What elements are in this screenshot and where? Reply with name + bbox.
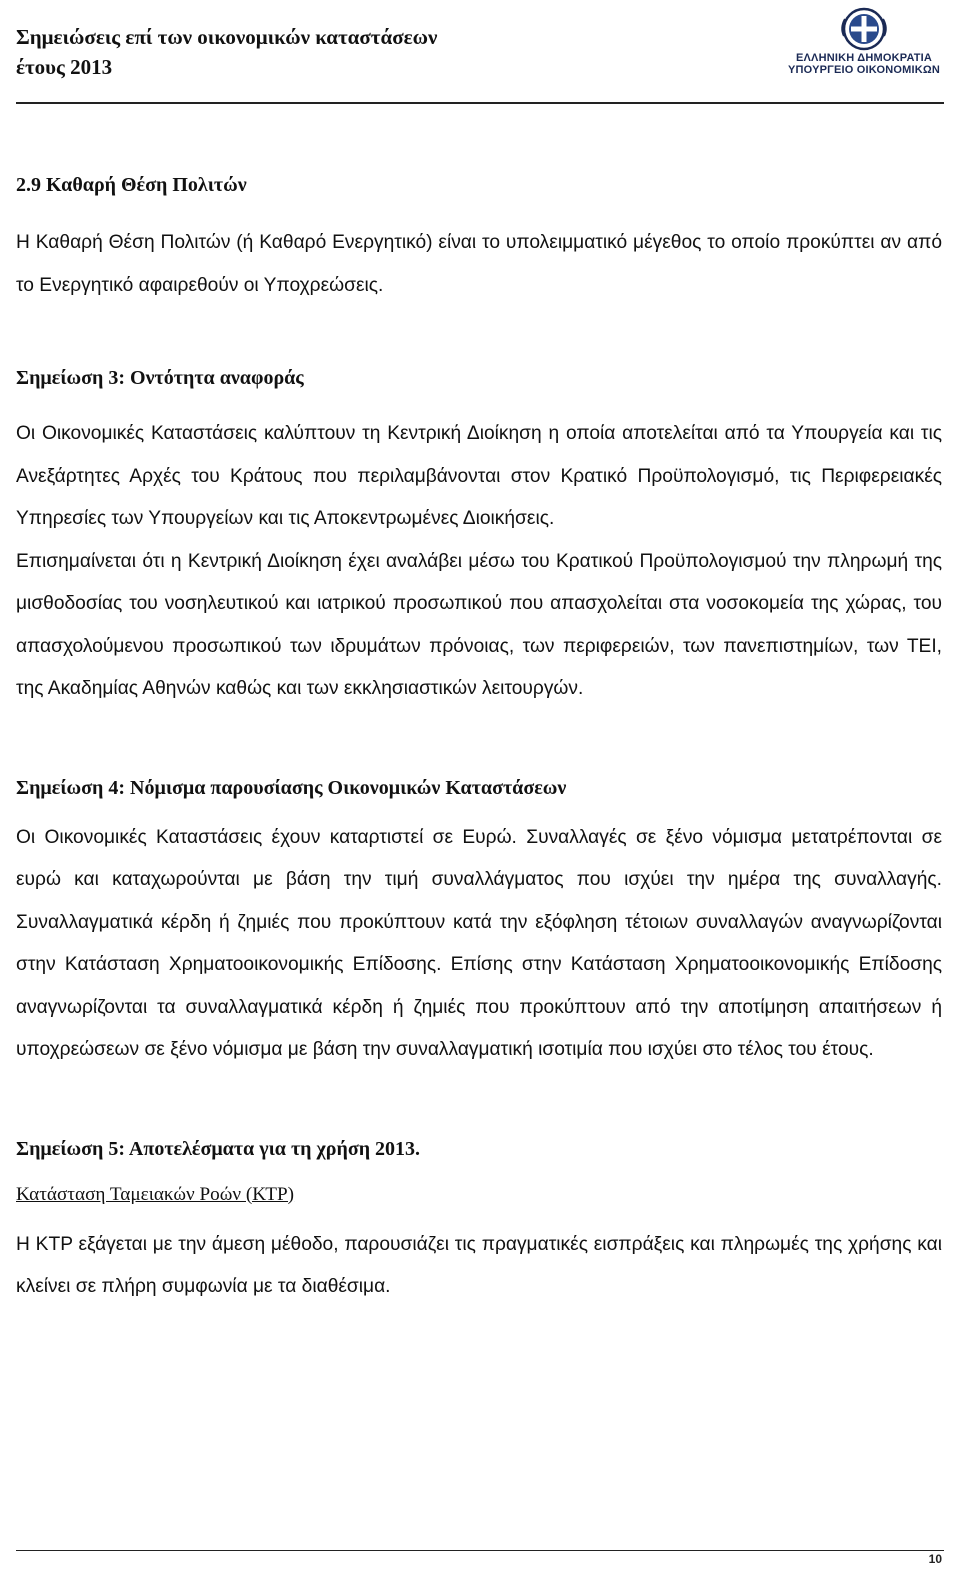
header-divider [16, 102, 944, 104]
note-5-paragraph: Η ΚΤΡ εξάγεται με την άμεση μέθοδο, παρουσιάζει τις πραγματικές εισπράξεις και πληρωμές της χρήσης και κλείνει σε πλήρη συμφωνία με τα διαθέσιμα. [16, 1233, 942, 1297]
footer-divider [16, 1550, 944, 1551]
note-5-subheading: Κατάσταση Ταμειακών Ροών (ΚΤΡ) [16, 1183, 295, 1205]
note-3-paragraph-2: Επισημαίνεται ότι η Κεντρική Διοίκηση έχει αναλάβει μέσω του Κρατικού Προϋπολογισμού την πληρωμή της μισθοδοσίας του νοσηλευτικού και ιατρικού προσωπικού που απασχολείται στα νοσοκομεία της χώρας, του απασχολούμενου προσωπικού των ιδρυμάτων πρόνοιας, των περιφερειών, των πανεπιστημίων, των ΤΕΙ, της Ακαδημίας Αθηνών καθώς και των εκκλησιαστικών λειτουργών. [16, 550, 942, 699]
page-header [16, 22, 946, 102]
note-3-heading: Σημείωση 3: Οντότητα αναφοράς [16, 367, 304, 389]
note-5-heading: Σημείωση 5: Αποτελέσματα για τη χρήση 2013. [16, 1137, 421, 1160]
page-number: 10 [928, 1552, 942, 1566]
note-4-heading: Σημείωση 4: Νόμισμα παρουσίασης Οικονομικών Καταστάσεων [16, 776, 567, 799]
document-body [16, 170, 942, 1309]
section-2-9-heading: 2.9 Καθαρή Θέση Πολιτών [16, 174, 247, 196]
ministry-logo [784, 6, 944, 86]
header-title-line1: Σημειώσεις επί των οικονομικών καταστάσεων [16, 25, 438, 49]
header-title-line2: έτους 2013 [16, 55, 113, 79]
greek-coat-of-arms-icon [838, 6, 890, 52]
logo-line1: ΕΛΛΗΝΙΚΗ ΔΗΜΟΚΡΑΤΙΑ [795, 52, 933, 64]
note-3-paragraph-1: Οι Οικονομικές Καταστάσεις καλύπτουν τη Κεντρική Διοίκηση η οποία αποτελείται από τα Υπουργεία και τις Ανεξάρτητες Αρχές του Κράτους που περιλαμβάνονται στον Κρατικό Προϋπολογισμό, τις Περιφερειακές Υπηρεσίες των Υπουργείων και τις Αποκεντρωμένες Διοικήσεις. [16, 423, 942, 529]
logo-line2: ΥΠΟΥΡΓΕΙΟ ΟΙΚΟΝΟΜΙΚΩΝ [787, 64, 941, 76]
section-2-9-paragraph: Η Καθαρή Θέση Πολιτών (ή Καθαρό Ενεργητικό) είναι το υπολειμματικό μέγεθος το οποίο προκύπτει αν από το Ενεργητικό αφαιρεθούν οι Υποχρεώσεις. [16, 232, 942, 296]
note-4-paragraph: Οι Οικονομικές Καταστάσεις έχουν καταρτιστεί σε Ευρώ. Συναλλαγές σε ξένο νόμισμα μετατρέπονται σε ευρώ και καταχωρούνται με βάση την τιμή συναλλάγματος που ισχύει την ημέρα της συναλλαγής. Συναλλαγματικά κέρδη ή ζημιές που προκύπτουν κατά την εξόφληση τέτοιων συναλλαγών αναγνωρίζονται στην Κατάσταση Χρηματοοικονομικής Επίδοσης. Επίσης στην Κατάσταση Χρηματοοικονομικής Επίδοσης αναγνωρίζονται τα συναλλαγματικά κέρδη ή ζημιές που προκύπτουν από την αποτίμηση απαιτήσεων ή υποχρεώσεων σε ξένο νόμισμα με βάση την συναλλαγματική ισοτιμία που ισχύει στο τέλος του έτους. [16, 826, 942, 1060]
